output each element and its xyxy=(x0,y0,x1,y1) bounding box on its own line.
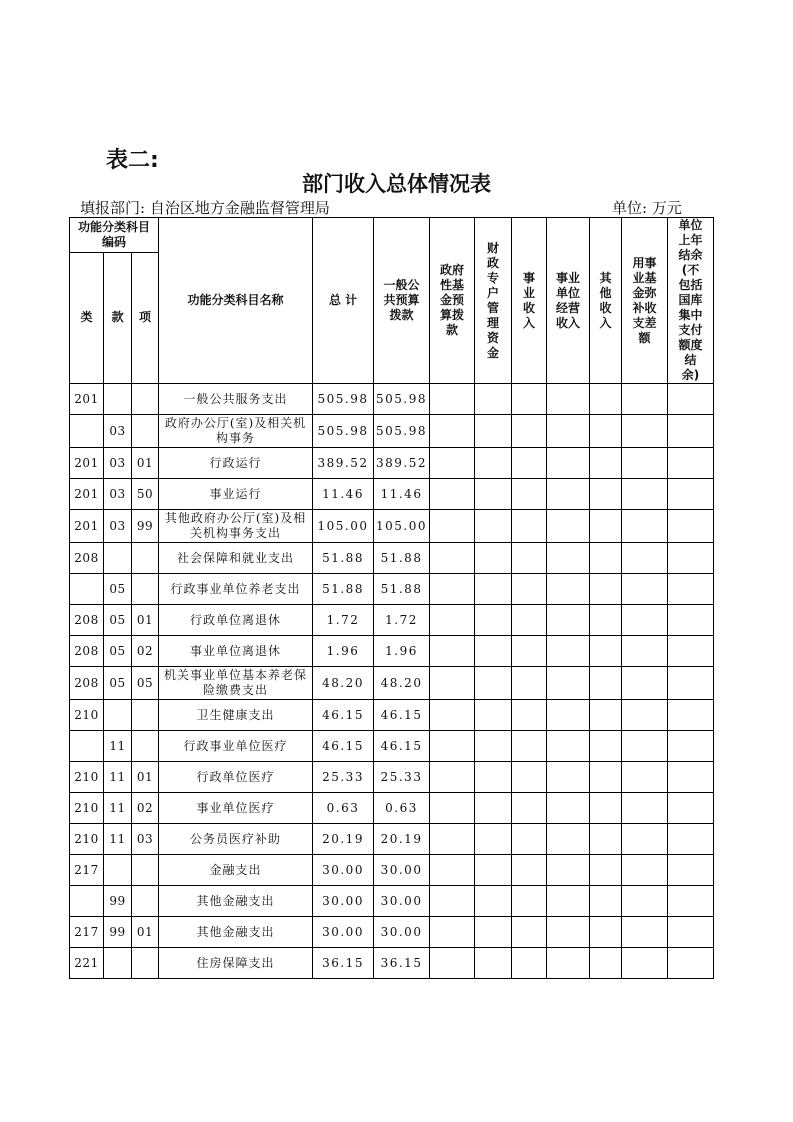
cell-empty xyxy=(475,543,512,574)
col-total: 总 计 xyxy=(313,218,374,384)
cell-kuan: 05 xyxy=(104,605,132,636)
cell-kuan: 11 xyxy=(104,731,132,762)
cell-empty xyxy=(547,793,590,824)
cell-empty xyxy=(430,855,475,886)
cell-lei: 210 xyxy=(70,824,104,855)
cell-xiang: 02 xyxy=(132,793,159,824)
cell-empty xyxy=(622,855,668,886)
cell-general: 20.19 xyxy=(374,824,430,855)
cell-kuan: 05 xyxy=(104,636,132,667)
cell-kuan xyxy=(104,855,132,886)
cell-xiang: 01 xyxy=(132,762,159,793)
cell-xiang xyxy=(132,384,159,415)
cell-kuan: 99 xyxy=(104,886,132,917)
cell-kuan xyxy=(104,384,132,415)
cell-empty xyxy=(475,762,512,793)
cell-empty xyxy=(512,824,547,855)
cell-name: 事业单位医疗 xyxy=(159,793,313,824)
cell-empty xyxy=(475,886,512,917)
cell-empty xyxy=(430,543,475,574)
cell-empty xyxy=(430,824,475,855)
table-label: 表二: xyxy=(106,148,159,173)
cell-empty xyxy=(622,543,668,574)
cell-empty xyxy=(590,793,622,824)
cell-kuan: 05 xyxy=(104,574,132,605)
unit-label: 单位: 万元 xyxy=(612,199,682,217)
cell-empty xyxy=(668,948,714,979)
cell-empty xyxy=(590,510,622,543)
cell-empty xyxy=(512,543,547,574)
table-row xyxy=(70,824,714,855)
cell-empty xyxy=(622,605,668,636)
cell-empty xyxy=(512,384,547,415)
table-row xyxy=(70,605,714,636)
cell-lei: 208 xyxy=(70,605,104,636)
cell-total: 30.00 xyxy=(313,855,374,886)
cell-xiang xyxy=(132,700,159,731)
table-row xyxy=(70,700,714,731)
cell-empty xyxy=(622,415,668,448)
cell-empty xyxy=(590,948,622,979)
cell-total: 46.15 xyxy=(313,700,374,731)
cell-empty xyxy=(622,700,668,731)
cell-empty xyxy=(668,700,714,731)
col-xiang: 项 xyxy=(132,252,159,383)
table-row xyxy=(70,543,714,574)
cell-empty xyxy=(668,605,714,636)
cell-empty xyxy=(668,510,714,543)
cell-empty xyxy=(512,700,547,731)
cell-xiang: 50 xyxy=(132,479,159,510)
cell-empty xyxy=(590,824,622,855)
cell-empty xyxy=(475,793,512,824)
table-row xyxy=(70,448,714,479)
cell-general: 51.88 xyxy=(374,574,430,605)
cell-name: 住房保障支出 xyxy=(159,948,313,979)
cell-total: 30.00 xyxy=(313,886,374,917)
cell-empty xyxy=(512,731,547,762)
cell-empty xyxy=(430,762,475,793)
reporting-department: 填报部门: 自治区地方金融监督管理局 xyxy=(80,199,330,217)
cell-lei xyxy=(70,886,104,917)
cell-empty xyxy=(547,543,590,574)
cell-general: 1.96 xyxy=(374,636,430,667)
cell-xiang: 03 xyxy=(132,824,159,855)
cell-name: 社会保障和就业支出 xyxy=(159,543,313,574)
cell-empty xyxy=(475,667,512,700)
table-row xyxy=(70,855,714,886)
cell-empty xyxy=(430,731,475,762)
cell-name: 其他金融支出 xyxy=(159,886,313,917)
cell-empty xyxy=(668,636,714,667)
cell-empty xyxy=(547,700,590,731)
table-row xyxy=(70,948,714,979)
cell-empty xyxy=(475,448,512,479)
cell-empty xyxy=(430,793,475,824)
cell-general: 1.72 xyxy=(374,605,430,636)
cell-empty xyxy=(430,700,475,731)
cell-empty xyxy=(547,667,590,700)
cell-lei xyxy=(70,731,104,762)
cell-xiang xyxy=(132,886,159,917)
cell-empty xyxy=(512,574,547,605)
cell-general: 11.46 xyxy=(374,479,430,510)
col-special: 财政专户管理资金 xyxy=(475,218,512,384)
col-code-group: 功能分类科目编码 xyxy=(70,218,159,253)
cell-name: 机关事业单位基本养老保险缴费支出 xyxy=(159,667,313,700)
cell-empty xyxy=(430,636,475,667)
cell-lei: 210 xyxy=(70,762,104,793)
cell-empty xyxy=(590,762,622,793)
cell-name: 行政运行 xyxy=(159,448,313,479)
cell-lei: 217 xyxy=(70,917,104,948)
cell-general: 46.15 xyxy=(374,700,430,731)
cell-empty xyxy=(590,667,622,700)
cell-empty xyxy=(622,731,668,762)
cell-empty xyxy=(668,855,714,886)
cell-empty xyxy=(668,543,714,574)
col-business: 事业收入 xyxy=(512,218,547,384)
cell-total: 51.88 xyxy=(313,574,374,605)
cell-kuan: 11 xyxy=(104,824,132,855)
cell-general: 46.15 xyxy=(374,731,430,762)
cell-kuan xyxy=(104,948,132,979)
cell-kuan xyxy=(104,700,132,731)
cell-empty xyxy=(622,510,668,543)
cell-empty xyxy=(590,543,622,574)
cell-empty xyxy=(430,917,475,948)
cell-xiang xyxy=(132,574,159,605)
cell-name: 金融支出 xyxy=(159,855,313,886)
cell-empty xyxy=(590,448,622,479)
cell-name: 行政单位离退休 xyxy=(159,605,313,636)
cell-total: 48.20 xyxy=(313,667,374,700)
cell-total: 20.19 xyxy=(313,824,374,855)
cell-name: 其他金融支出 xyxy=(159,917,313,948)
cell-total: 505.98 xyxy=(313,415,374,448)
cell-empty xyxy=(668,762,714,793)
cell-empty xyxy=(475,855,512,886)
cell-kuan: 99 xyxy=(104,917,132,948)
cell-empty xyxy=(590,479,622,510)
cell-xiang: 02 xyxy=(132,636,159,667)
cell-empty xyxy=(547,948,590,979)
cell-lei: 217 xyxy=(70,855,104,886)
table-row xyxy=(70,731,714,762)
cell-name: 公务员医疗补助 xyxy=(159,824,313,855)
cell-lei: 201 xyxy=(70,384,104,415)
col-general: 一般公共预算拨款 xyxy=(374,218,430,384)
cell-empty xyxy=(622,574,668,605)
cell-empty xyxy=(590,886,622,917)
cell-empty xyxy=(430,384,475,415)
cell-empty xyxy=(590,605,622,636)
cell-empty xyxy=(475,700,512,731)
cell-empty xyxy=(668,415,714,448)
cell-lei xyxy=(70,574,104,605)
cell-general: 505.98 xyxy=(374,384,430,415)
cell-empty xyxy=(512,605,547,636)
cell-lei: 208 xyxy=(70,636,104,667)
cell-lei: 208 xyxy=(70,543,104,574)
cell-empty xyxy=(430,448,475,479)
cell-empty xyxy=(590,574,622,605)
cell-xiang xyxy=(132,731,159,762)
cell-xiang xyxy=(132,543,159,574)
cell-general: 25.33 xyxy=(374,762,430,793)
cell-empty xyxy=(430,667,475,700)
cell-name: 其他政府办公厅(室)及相关机构事务支出 xyxy=(159,510,313,543)
cell-empty xyxy=(512,636,547,667)
cell-empty xyxy=(512,917,547,948)
cell-total: 51.88 xyxy=(313,543,374,574)
cell-empty xyxy=(430,510,475,543)
cell-lei: 221 xyxy=(70,948,104,979)
table-row xyxy=(70,510,714,543)
cell-general: 505.98 xyxy=(374,415,430,448)
cell-empty xyxy=(430,574,475,605)
cell-general: 389.52 xyxy=(374,448,430,479)
table-row xyxy=(70,415,714,448)
cell-empty xyxy=(512,855,547,886)
cell-general: 105.00 xyxy=(374,510,430,543)
cell-xiang: 99 xyxy=(132,510,159,543)
col-name: 功能分类科目名称 xyxy=(159,218,313,384)
cell-empty xyxy=(668,886,714,917)
cell-empty xyxy=(547,917,590,948)
cell-lei: 210 xyxy=(70,700,104,731)
cell-empty xyxy=(590,415,622,448)
cell-empty xyxy=(475,948,512,979)
cell-xiang xyxy=(132,415,159,448)
cell-empty xyxy=(475,510,512,543)
cell-empty xyxy=(668,574,714,605)
cell-total: 30.00 xyxy=(313,917,374,948)
cell-empty xyxy=(547,510,590,543)
cell-total: 0.63 xyxy=(313,793,374,824)
cell-empty xyxy=(512,448,547,479)
cell-total: 389.52 xyxy=(313,448,374,479)
cell-name: 行政事业单位医疗 xyxy=(159,731,313,762)
cell-empty xyxy=(512,479,547,510)
cell-empty xyxy=(590,917,622,948)
col-fund: 政府性基金预算拨款 xyxy=(430,218,475,384)
cell-empty xyxy=(590,855,622,886)
cell-empty xyxy=(668,917,714,948)
cell-xiang xyxy=(132,855,159,886)
cell-empty xyxy=(475,824,512,855)
cell-kuan: 05 xyxy=(104,667,132,700)
cell-empty xyxy=(590,731,622,762)
cell-empty xyxy=(547,448,590,479)
cell-name: 一般公共服务支出 xyxy=(159,384,313,415)
cell-lei: 201 xyxy=(70,448,104,479)
cell-xiang: 01 xyxy=(132,448,159,479)
table-row xyxy=(70,636,714,667)
cell-general: 51.88 xyxy=(374,543,430,574)
col-other: 其他收入 xyxy=(590,218,622,384)
cell-kuan: 03 xyxy=(104,510,132,543)
cell-empty xyxy=(547,731,590,762)
cell-general: 36.15 xyxy=(374,948,430,979)
table-row xyxy=(70,917,714,948)
cell-lei: 210 xyxy=(70,793,104,824)
page-title: 部门收入总体情况表 xyxy=(302,172,491,196)
cell-empty xyxy=(475,384,512,415)
cell-general: 0.63 xyxy=(374,793,430,824)
cell-general: 30.00 xyxy=(374,917,430,948)
table-row xyxy=(70,384,714,415)
cell-empty xyxy=(430,415,475,448)
header-row-1 xyxy=(70,218,714,253)
cell-empty xyxy=(475,415,512,448)
cell-empty xyxy=(622,384,668,415)
cell-kuan: 03 xyxy=(104,415,132,448)
cell-xiang xyxy=(132,948,159,979)
cell-total: 505.98 xyxy=(313,384,374,415)
cell-total: 1.72 xyxy=(313,605,374,636)
cell-total: 11.46 xyxy=(313,479,374,510)
cell-xiang: 01 xyxy=(132,605,159,636)
cell-empty xyxy=(622,886,668,917)
cell-empty xyxy=(668,824,714,855)
cell-lei: 208 xyxy=(70,667,104,700)
col-makeup: 用事业基金弥补收支差额 xyxy=(622,218,668,384)
cell-empty xyxy=(475,917,512,948)
cell-empty xyxy=(430,886,475,917)
cell-empty xyxy=(622,479,668,510)
cell-general: 48.20 xyxy=(374,667,430,700)
cell-lei xyxy=(70,415,104,448)
table-row xyxy=(70,762,714,793)
cell-total: 46.15 xyxy=(313,731,374,762)
cell-empty xyxy=(547,824,590,855)
table-row xyxy=(70,886,714,917)
cell-empty xyxy=(475,605,512,636)
cell-empty xyxy=(668,479,714,510)
cell-empty xyxy=(590,636,622,667)
cell-total: 105.00 xyxy=(313,510,374,543)
cell-empty xyxy=(668,448,714,479)
cell-empty xyxy=(547,855,590,886)
cell-empty xyxy=(622,448,668,479)
cell-empty xyxy=(668,793,714,824)
cell-empty xyxy=(475,574,512,605)
cell-xiang: 05 xyxy=(132,667,159,700)
cell-kuan: 03 xyxy=(104,479,132,510)
cell-name: 行政单位医疗 xyxy=(159,762,313,793)
cell-empty xyxy=(512,762,547,793)
cell-empty xyxy=(547,605,590,636)
col-lei: 类 xyxy=(70,252,104,383)
table-row xyxy=(70,667,714,700)
cell-general: 30.00 xyxy=(374,886,430,917)
cell-empty xyxy=(622,824,668,855)
cell-empty xyxy=(512,948,547,979)
cell-empty xyxy=(622,917,668,948)
table-row xyxy=(70,479,714,510)
col-kuan: 款 xyxy=(104,252,132,383)
cell-name: 政府办公厅(室)及相关机构事务 xyxy=(159,415,313,448)
cell-kuan: 11 xyxy=(104,762,132,793)
cell-empty xyxy=(622,948,668,979)
cell-total: 36.15 xyxy=(313,948,374,979)
cell-empty xyxy=(622,793,668,824)
cell-empty xyxy=(512,667,547,700)
cell-empty xyxy=(668,731,714,762)
cell-empty xyxy=(590,700,622,731)
cell-empty xyxy=(512,886,547,917)
cell-empty xyxy=(512,415,547,448)
table-row xyxy=(70,793,714,824)
cell-empty xyxy=(430,479,475,510)
cell-empty xyxy=(547,479,590,510)
cell-empty xyxy=(512,510,547,543)
cell-name: 行政事业单位养老支出 xyxy=(159,574,313,605)
cell-kuan xyxy=(104,543,132,574)
cell-empty xyxy=(547,415,590,448)
cell-empty xyxy=(475,479,512,510)
table-row xyxy=(70,574,714,605)
cell-lei: 201 xyxy=(70,510,104,543)
cell-xiang: 01 xyxy=(132,917,159,948)
cell-empty xyxy=(547,886,590,917)
cell-empty xyxy=(430,605,475,636)
cell-empty xyxy=(430,948,475,979)
cell-general: 30.00 xyxy=(374,855,430,886)
col-carryover: 单位上年结余(不包括国库集中支付额度结余) xyxy=(668,218,714,384)
cell-lei: 201 xyxy=(70,479,104,510)
col-operating: 事业单位经营收入 xyxy=(547,218,590,384)
cell-empty xyxy=(622,762,668,793)
cell-name: 卫生健康支出 xyxy=(159,700,313,731)
cell-empty xyxy=(668,667,714,700)
cell-total: 25.33 xyxy=(313,762,374,793)
cell-empty xyxy=(475,636,512,667)
cell-empty xyxy=(547,762,590,793)
cell-empty xyxy=(547,384,590,415)
cell-empty xyxy=(622,636,668,667)
income-table xyxy=(69,217,714,979)
cell-empty xyxy=(547,636,590,667)
cell-empty xyxy=(668,384,714,415)
cell-kuan: 11 xyxy=(104,793,132,824)
cell-empty xyxy=(590,384,622,415)
cell-empty xyxy=(475,731,512,762)
cell-kuan: 03 xyxy=(104,448,132,479)
cell-empty xyxy=(512,793,547,824)
cell-name: 事业运行 xyxy=(159,479,313,510)
cell-empty xyxy=(547,574,590,605)
cell-total: 1.96 xyxy=(313,636,374,667)
cell-empty xyxy=(622,667,668,700)
cell-name: 事业单位离退休 xyxy=(159,636,313,667)
